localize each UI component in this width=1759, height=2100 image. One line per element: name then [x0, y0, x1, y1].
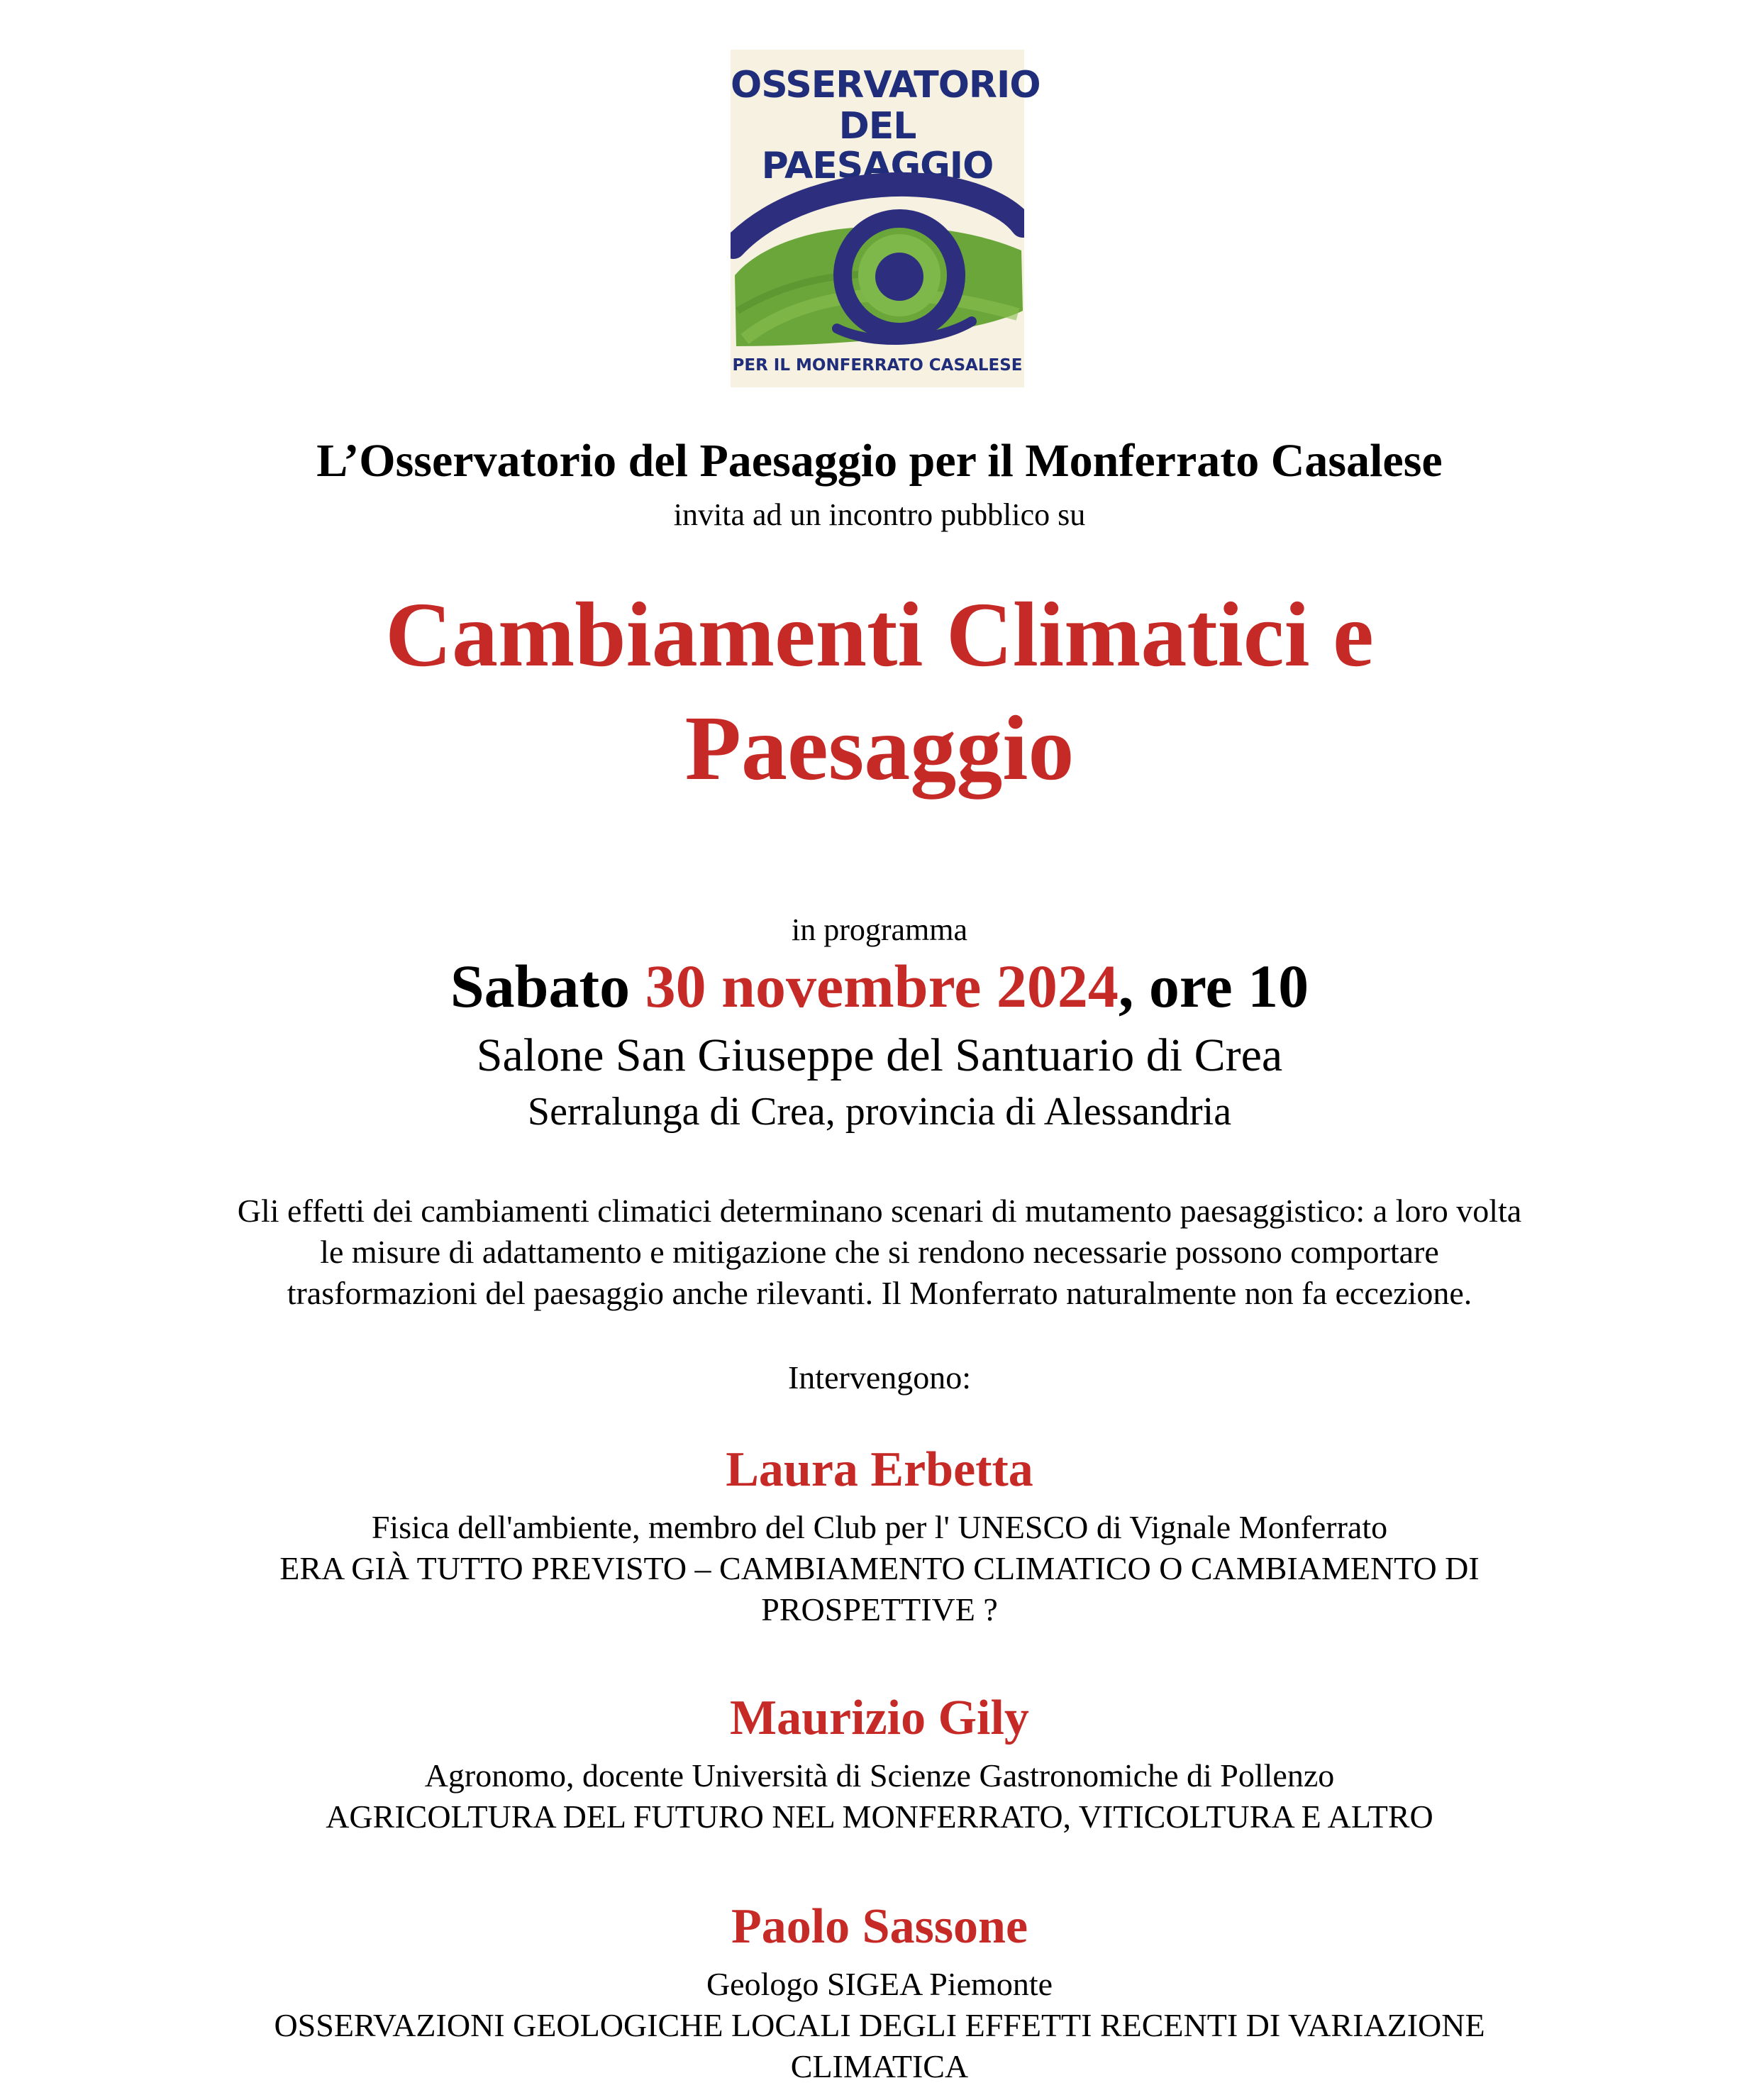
speaker-role: Fisica dell'ambiente, membro del Club per l' UNESCO di Vignale Monferrato [371, 1509, 1388, 1545]
speakers-label: Intervengono: [787, 1359, 972, 1396]
speaker-role: Agronomo, docente Università di Scienze Gastronomiche di Pollenzo [424, 1757, 1335, 1794]
logo-title-line1: OSSERVATORIO [731, 64, 1041, 106]
event-day: Sabato [450, 952, 645, 1020]
speaker-talk-title-line1: AGRICOLTURA DEL FUTURO NEL MONFERRATO, VITICOLTURA E ALTRO [326, 1798, 1433, 1835]
description-line3: trasformazioni del paesaggio anche rilevanti. Il Monferrato naturalmente non fa eccezione. [287, 1275, 1472, 1311]
event-date: 30 novembre 2024 [645, 952, 1119, 1020]
speaker-name: Maurizio Gily [730, 1691, 1029, 1745]
speaker-talk-title-line1: OSSERVAZIONI GEOLOGICHE LOCALI DEGLI EFFETTI RECENTI DI VARIAZIONE [274, 2007, 1485, 2043]
description-line1: Gli effetti dei cambiamenti climatici determinano scenari di mutamento paesaggistico: a loro volta [237, 1193, 1522, 1229]
event-venue: Salone San Giuseppe del Santuario di Crea [476, 1029, 1283, 1081]
speaker-name: Laura Erbetta [726, 1442, 1033, 1497]
eye-landscape-icon [731, 169, 1024, 350]
event-time: , ore 10 [1118, 952, 1309, 1020]
speaker-name: Paolo Sassone [731, 1899, 1028, 1954]
speaker-talk-title-line1: ERA GIÀ TUTTO PREVISTO – CAMBIAMENTO CLIMATICO O CAMBIAMENTO DI [279, 1550, 1480, 1586]
description-line2: le misure di adattamento e mitigazione che si rendono necessarie possono comportare [320, 1234, 1439, 1270]
speaker-role: Geologo SIGEA Piemonte [706, 1966, 1053, 2002]
speaker-talk-title-line2: PROSPETTIVE ? [761, 1591, 998, 1628]
invite-text: invita ad un incontro pubblico su [673, 497, 1086, 532]
event-title-line2: Paesaggio [684, 697, 1075, 800]
organization-heading: L’Osservatorio del Paesaggio per il Monferrato Casalese [316, 435, 1443, 487]
event-date-line [0, 951, 1759, 1022]
osservatorio-logo [731, 50, 1041, 387]
speaker-talk-title-line2: CLIMATICA [790, 2048, 969, 2084]
logo-subtitle: PER IL MONFERRATO CASALESE [732, 356, 1023, 375]
program-label: in programma [791, 912, 968, 947]
event-title-line1: Cambiamenti Climatici e [385, 584, 1374, 686]
event-place: Serralunga di Crea, provincia di Alessandria [527, 1090, 1232, 1134]
logo-title-line2: DEL PAESAGGIO [761, 105, 994, 187]
